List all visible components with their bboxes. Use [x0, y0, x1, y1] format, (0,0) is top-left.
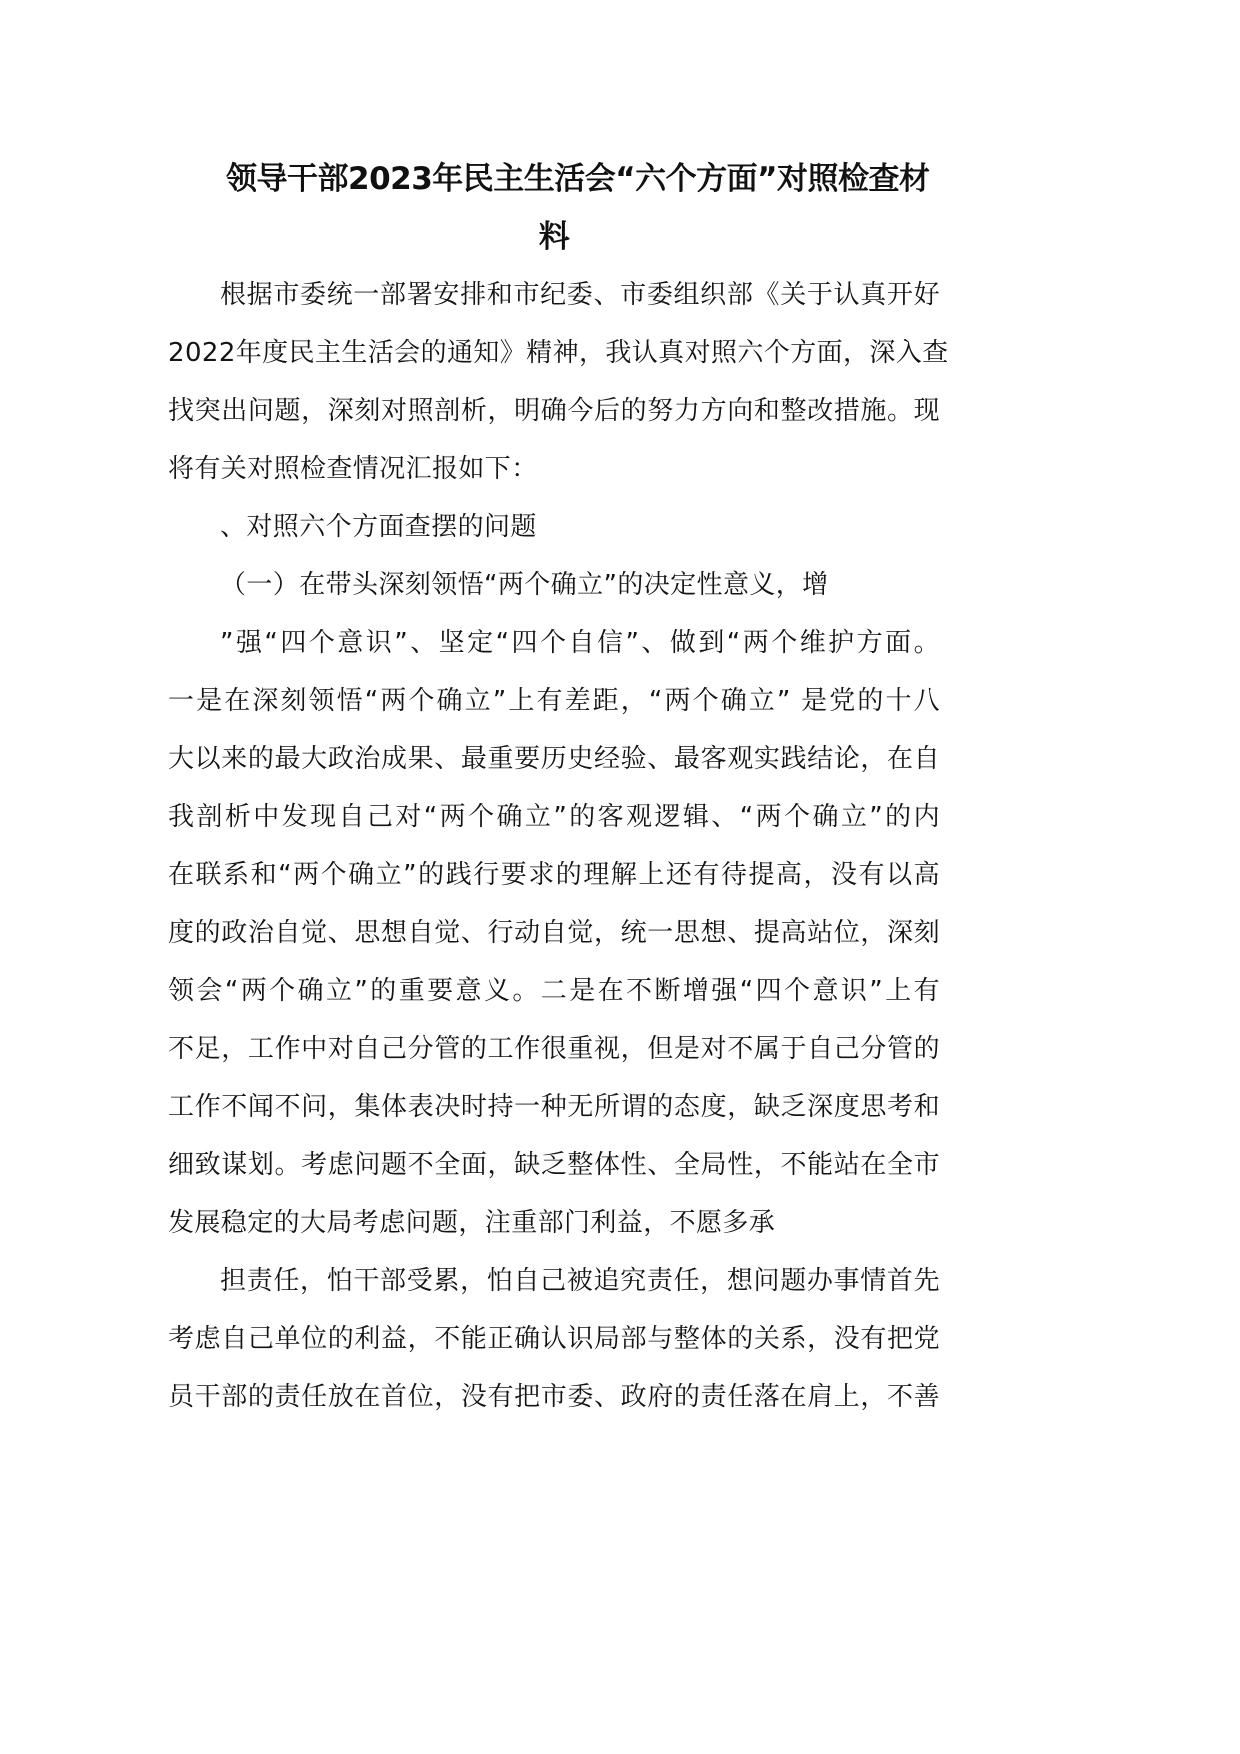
paragraph-line: 我剖析中发现自己对“两个确立”的客观逻辑、“两个确立”的内	[168, 802, 940, 832]
paragraph-line: 担责任，怕干部受累，怕自己被追究责任，想问题办事情首先	[220, 1266, 940, 1296]
document-title-line-1: 领导干部2023年民主生活会“六个方面”对照检查材	[226, 161, 930, 197]
paragraph-line: 细致谋划。考虑问题不全面，缺乏整体性、全局性，不能站在全市	[168, 1150, 940, 1180]
paragraph-line: 一是在深刻领悟“两个确立”上有差距，“两个确立” 是党的十八	[168, 686, 940, 716]
paragraph-line: ”强“四个意识”、坚定“四个自信”、做到“两个维护方面。	[220, 628, 940, 658]
paragraph-line: 不足，工作中对自己分管的工作很重视，但是对不属于自己分管的	[168, 1034, 940, 1064]
paragraph-line: 度的政治自觉、思想自觉、行动自觉，统一思想、提高站位，深刻	[168, 918, 940, 948]
paragraph-line: 将有关对照检查情况汇报如下：	[168, 454, 538, 484]
paragraph-line: 领会“两个确立”的重要意义。二是在不断增强“四个意识”上有	[168, 976, 940, 1006]
paragraph-line: 2022年度民主生活会的通知》精神，我认真对照六个方面，深入查	[168, 338, 949, 368]
paragraph-line: 发展稳定的大局考虑问题，注重部门利益，不愿多承	[168, 1208, 776, 1238]
paragraph-line: 找突出问题，深刻对照剖析，明确今后的努力方向和整改措施。现	[168, 396, 940, 426]
document-title-line-2: 料	[538, 219, 570, 255]
paragraph-line: 大以来的最大政治成果、最重要历史经验、最客观实践结论，在自	[168, 744, 940, 774]
paragraph-line: 根据市委统一部署安排和市纪委、市委组织部《关于认真开好	[220, 280, 940, 310]
paragraph-line: 在联系和“两个确立”的践行要求的理解上还有待提高，没有以高	[168, 860, 940, 890]
paragraph-line: 、对照六个方面查摆的问题	[220, 512, 537, 542]
paragraph-line: （一）在带头深刻领悟“两个确立”的决定性意义，增	[220, 570, 829, 600]
paragraph-line: 工作不闻不问，集体表决时持一种无所谓的态度，缺乏深度思考和	[168, 1092, 940, 1122]
paragraph-line: 考虑自己单位的利益，不能正确认识局部与整体的关系，没有把党	[168, 1324, 940, 1354]
paragraph-line: 员干部的责任放在首位，没有把市委、政府的责任落在肩上，不善	[168, 1382, 940, 1412]
